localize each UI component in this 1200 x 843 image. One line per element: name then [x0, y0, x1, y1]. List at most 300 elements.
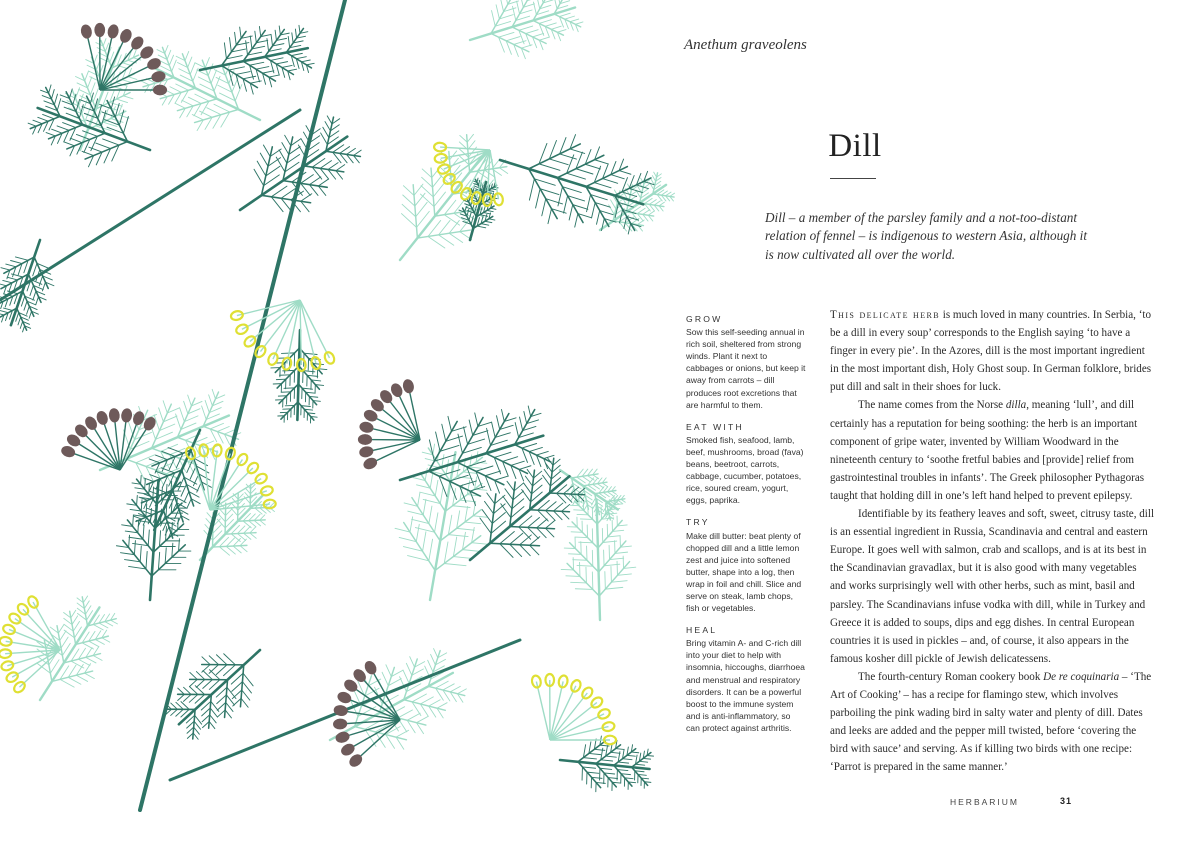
- stem-stroke: [449, 233, 463, 242]
- stem-stroke: [610, 558, 624, 559]
- stem-stroke: [88, 77, 92, 88]
- eat-with-heading: EAT WITH: [686, 421, 744, 432]
- stem-stroke: [491, 189, 496, 190]
- stem-stroke: [141, 81, 149, 85]
- stem-stroke: [554, 503, 563, 511]
- stem-stroke: [176, 709, 184, 716]
- stem-stroke: [654, 201, 660, 205]
- stem-stroke: [603, 492, 609, 496]
- stem-stroke: [52, 129, 63, 133]
- stem-stroke: [93, 655, 102, 660]
- seed-pod: [336, 731, 350, 743]
- body-paragraph-3: [830, 505, 1155, 668]
- stem-stroke: [520, 545, 531, 556]
- stem-stroke: [541, 0, 543, 3]
- stem-stroke: [250, 62, 264, 65]
- stem-stroke: [232, 682, 243, 692]
- stem-stroke: [70, 611, 76, 644]
- stem-stroke: [188, 97, 201, 103]
- stem-stroke: [282, 143, 289, 155]
- stem-stroke: [570, 543, 599, 572]
- stem-stroke: [524, 412, 527, 424]
- stem-stroke: [554, 0, 557, 9]
- stem-stroke: [159, 408, 164, 422]
- stem-stroke: [237, 526, 244, 534]
- stem-stroke: [429, 471, 481, 496]
- stem-stroke: [83, 596, 87, 603]
- stem-stroke: [592, 203, 596, 218]
- stem-stroke: [505, 0, 508, 4]
- stem-stroke: [492, 422, 496, 437]
- stem-stroke: [403, 186, 414, 196]
- stem-stroke: [63, 123, 76, 128]
- stem-stroke: [572, 522, 598, 548]
- stem-stroke: [648, 211, 654, 215]
- stem-stroke: [643, 758, 650, 759]
- stem-stroke: [440, 486, 443, 503]
- stem-stroke: [500, 160, 643, 204]
- stem-stroke: [559, 13, 570, 16]
- stem-stroke: [483, 213, 490, 214]
- stem-stroke: [420, 697, 433, 704]
- stem-stroke: [519, 466, 531, 470]
- stem-stroke: [477, 178, 478, 182]
- stem-stroke: [546, 502, 556, 511]
- stem-stroke: [225, 710, 231, 718]
- stem-stroke: [57, 126, 69, 130]
- stem-stroke: [548, 209, 552, 224]
- stem-stroke: [612, 491, 617, 494]
- stem-stroke: [300, 300, 329, 358]
- stem-stroke: [579, 542, 593, 543]
- stem-stroke: [536, 451, 548, 455]
- stem-stroke: [596, 764, 616, 787]
- stem-stroke: [470, 7, 575, 40]
- stem-stroke: [260, 153, 268, 166]
- stem-stroke: [652, 176, 655, 182]
- stem-stroke: [403, 670, 409, 683]
- stem-stroke: [485, 471, 500, 476]
- stem-stroke: [567, 173, 586, 179]
- stem-stroke: [103, 39, 106, 46]
- stem-stroke: [207, 108, 221, 115]
- stem-stroke: [635, 764, 644, 765]
- stem-stroke: [306, 63, 314, 65]
- stem-stroke: [533, 2, 536, 15]
- stem-stroke: [639, 761, 647, 762]
- stem-stroke: [530, 545, 539, 555]
- page-number: 31: [1060, 796, 1073, 806]
- stem-stroke: [185, 51, 189, 60]
- stem-stroke: [584, 505, 587, 511]
- stem-stroke: [327, 116, 332, 124]
- stem-stroke: [429, 539, 433, 561]
- stem-stroke: [275, 30, 276, 40]
- stem-stroke: [43, 114, 55, 118]
- stem-stroke: [444, 563, 466, 565]
- stem-stroke: [184, 492, 189, 503]
- stem-stroke: [169, 55, 173, 65]
- stem-stroke: [561, 569, 573, 570]
- stem-stroke: [453, 557, 473, 559]
- stem-stroke: [137, 495, 138, 505]
- stem-stroke: [171, 709, 178, 715]
- stem-stroke: [551, 26, 561, 29]
- stem-stroke: [617, 574, 631, 575]
- seed-pod: [334, 719, 347, 728]
- stem-stroke: [582, 476, 590, 481]
- stem-stroke: [587, 195, 591, 212]
- stem-stroke: [291, 53, 302, 55]
- stem-stroke: [89, 641, 99, 647]
- stem-stroke: [123, 117, 128, 134]
- stem-stroke: [27, 306, 30, 314]
- stem-stroke: [200, 48, 308, 70]
- stem-stroke: [451, 166, 460, 178]
- seed-pod: [133, 411, 145, 425]
- stem-stroke: [637, 208, 645, 213]
- eat-with-section: [686, 421, 806, 507]
- stem-stroke: [30, 285, 33, 295]
- stem-stroke: [386, 665, 391, 677]
- stem-stroke: [370, 440, 420, 464]
- stem-stroke: [340, 147, 350, 154]
- stem-stroke: [235, 32, 237, 45]
- stem-stroke: [189, 694, 198, 702]
- stem-stroke: [539, 164, 560, 170]
- stem-stroke: [0, 284, 7, 286]
- stem-stroke: [119, 110, 123, 125]
- stem-stroke: [254, 169, 264, 185]
- stem-stroke: [506, 37, 520, 41]
- stem-stroke: [175, 103, 185, 108]
- stem-stroke: [141, 476, 142, 485]
- stem-stroke: [122, 80, 132, 83]
- stem-stroke: [203, 680, 213, 689]
- stem-stroke: [233, 546, 241, 553]
- stem-stroke: [328, 163, 338, 170]
- stem-stroke: [217, 426, 229, 431]
- stem-stroke: [229, 67, 245, 70]
- stem-stroke: [133, 515, 134, 526]
- stem-stroke: [412, 498, 440, 541]
- stem-stroke: [492, 512, 505, 523]
- stem-stroke: [82, 643, 93, 649]
- seed-pod: [337, 691, 351, 703]
- stem-stroke: [564, 196, 568, 213]
- stem-stroke: [649, 200, 656, 205]
- stem-stroke: [269, 75, 279, 77]
- stem-stroke: [503, 457, 518, 462]
- stem-stroke: [487, 210, 493, 211]
- seed-pod: [119, 29, 132, 44]
- stem-stroke: [415, 193, 425, 206]
- seed-pod: [95, 24, 104, 36]
- stem-stroke: [190, 63, 195, 75]
- stem-stroke: [433, 184, 443, 197]
- stem-stroke: [404, 522, 435, 570]
- stem-stroke: [442, 424, 446, 441]
- stem-stroke: [537, 528, 547, 538]
- stem-stroke: [573, 560, 587, 561]
- stem-stroke: [85, 71, 89, 80]
- stem-stroke: [28, 123, 36, 126]
- stem-stroke: [134, 541, 135, 555]
- stem-stroke: [281, 189, 295, 199]
- stem-stroke: [3, 280, 12, 282]
- stem-stroke: [475, 413, 478, 427]
- seed-pod: [96, 411, 108, 425]
- stem-stroke: [73, 621, 79, 631]
- stem-stroke: [158, 552, 159, 569]
- stem-stroke: [470, 467, 482, 468]
- stem-stroke: [226, 538, 234, 546]
- stem-stroke: [205, 58, 209, 68]
- stem-stroke: [465, 522, 481, 524]
- stem-stroke: [611, 175, 624, 179]
- stem-stroke: [95, 639, 104, 644]
- stem-stroke: [494, 452, 511, 457]
- stem-stroke: [492, 11, 496, 27]
- stem-stroke: [536, 682, 550, 740]
- stem-stroke: [487, 428, 491, 445]
- stem-stroke: [21, 296, 24, 306]
- stem-stroke: [429, 506, 432, 524]
- try-text: Make dill butter: beat plenty of chopped dill and a little lemon zest and juice into softened butter, shape into a log, then wrap in foil and chill. Slice and serve on steak, lamb chops, fish or vegetables.: [686, 530, 802, 614]
- stem-stroke: [429, 700, 441, 706]
- body-paragraph-2: [830, 396, 1155, 505]
- stem-stroke: [263, 145, 270, 157]
- grow-section: [686, 313, 806, 411]
- stem-stroke: [250, 533, 256, 538]
- stem-stroke: [546, 464, 552, 473]
- seed-pod: [147, 57, 162, 70]
- stem-stroke: [425, 468, 427, 480]
- stem-stroke: [29, 311, 31, 318]
- stem-stroke: [643, 210, 650, 215]
- stem-stroke: [150, 508, 151, 522]
- stem-stroke: [607, 492, 612, 496]
- stem-stroke: [1, 268, 10, 270]
- stem-stroke: [566, 576, 580, 577]
- stem-stroke: [178, 688, 185, 694]
- stem-stroke: [670, 193, 675, 196]
- stem-stroke: [57, 99, 60, 111]
- flower-bud: [236, 452, 250, 467]
- stem-stroke: [12, 650, 60, 677]
- stem-stroke: [15, 257, 28, 260]
- seed-pod: [363, 457, 378, 470]
- stem-stroke: [24, 301, 27, 310]
- stem-stroke: [141, 500, 142, 511]
- stem-stroke: [601, 760, 613, 761]
- seed-pod: [154, 86, 166, 95]
- paragraph-text: The fourth-century Roman cookery book: [858, 670, 1044, 683]
- stem-stroke: [413, 185, 417, 238]
- stem-stroke: [209, 395, 213, 406]
- stem-stroke: [503, 496, 512, 508]
- stem-stroke: [631, 752, 638, 753]
- stem-stroke: [564, 494, 572, 503]
- stem-stroke: [193, 68, 198, 81]
- stem-stroke: [214, 104, 230, 112]
- stem-stroke: [237, 534, 245, 541]
- stem-stroke: [450, 686, 460, 692]
- stem-stroke: [320, 161, 331, 169]
- stem-stroke: [554, 511, 563, 520]
- stem-stroke: [457, 689, 466, 694]
- stem-stroke: [416, 202, 427, 216]
- stem-stroke: [528, 406, 530, 417]
- stem-stroke: [605, 572, 606, 590]
- intro-text: Dill – a member of the parsley family and a not-too-distant relation of fennel – is indigenous to western Asia, although it is now cultivated all over the world.: [765, 210, 1087, 262]
- stem-stroke: [515, 423, 519, 438]
- stem-stroke: [93, 624, 103, 629]
- stem-stroke: [229, 38, 231, 52]
- stem-stroke: [517, 1, 520, 14]
- italic-term: De re coquinaria: [1043, 670, 1120, 683]
- stem-stroke: [596, 500, 600, 620]
- stem-stroke: [546, 528, 554, 537]
- stem-stroke: [180, 408, 185, 422]
- stem-stroke: [78, 659, 89, 665]
- stem-stroke: [171, 703, 178, 709]
- stem-stroke: [242, 690, 250, 700]
- stem-stroke: [36, 297, 39, 305]
- stem-stroke: [499, 168, 507, 174]
- stem-stroke: [288, 69, 297, 71]
- seed-pod: [81, 25, 92, 39]
- stem-stroke: [537, 519, 547, 528]
- stem-stroke: [402, 204, 416, 216]
- stem-stroke: [282, 353, 295, 354]
- stem-stroke: [271, 34, 272, 46]
- stem-stroke: [123, 96, 133, 99]
- stem-stroke: [575, 22, 583, 24]
- stem-stroke: [179, 650, 260, 724]
- stem-stroke: [103, 139, 119, 145]
- stem-stroke: [510, 533, 523, 544]
- stem-stroke: [46, 133, 55, 136]
- stem-stroke: [214, 76, 220, 91]
- stem-stroke: [270, 58, 283, 61]
- seed-pod: [61, 446, 75, 458]
- stem-stroke: [623, 759, 632, 760]
- stem-stroke: [521, 0, 524, 7]
- stem-stroke: [61, 637, 68, 648]
- stem-stroke: [526, 30, 538, 34]
- stem-stroke: [539, 37, 549, 40]
- stem-stroke: [485, 501, 494, 513]
- seed-pod: [122, 409, 132, 422]
- stem-stroke: [544, 469, 551, 479]
- stem-stroke: [134, 516, 141, 519]
- stem-stroke: [64, 142, 74, 146]
- stem-stroke: [463, 472, 477, 473]
- stem-stroke: [536, 189, 540, 208]
- stem-stroke: [528, 517, 540, 527]
- paragraph-text: – ‘The Art of Cooking’ – has a recipe for flamingo stew, which involves parboiling the pink wading bird in salty water and plenty of dill. Dates and leeks are added and the pepper mill twisted, before ‘covering the bird with sauce’ and serving. As if killing two birds with one recipe: ‘Parrot is prepared in the same manner.’: [830, 670, 1152, 774]
- stem-stroke: [176, 478, 177, 487]
- stem-stroke: [68, 677, 81, 684]
- stem-stroke: [176, 702, 183, 709]
- stem-stroke: [138, 520, 139, 533]
- stem-stroke: [149, 483, 150, 494]
- seed-pod: [364, 660, 377, 675]
- stem-stroke: [260, 520, 266, 525]
- stem-stroke: [433, 176, 442, 188]
- stem-stroke: [598, 520, 622, 548]
- stem-stroke: [202, 406, 207, 420]
- stem-stroke: [537, 0, 540, 9]
- grow-heading: GROW: [686, 314, 723, 324]
- stem-stroke: [187, 499, 191, 508]
- stem-stroke: [435, 513, 438, 532]
- stem-stroke: [60, 631, 66, 641]
- seed-pod: [403, 379, 414, 393]
- seed-pod: [359, 435, 371, 444]
- stem-stroke: [86, 657, 96, 663]
- stem-stroke: [60, 679, 74, 687]
- body-paragraph-4: [830, 668, 1155, 777]
- stem-stroke: [210, 715, 216, 723]
- stem-stroke: [347, 148, 356, 154]
- stem-stroke: [254, 520, 260, 525]
- stem-stroke: [216, 655, 227, 665]
- stem-stroke: [240, 27, 241, 38]
- stem-stroke: [196, 672, 204, 680]
- stem-stroke: [297, 330, 300, 420]
- stem-stroke: [148, 530, 149, 546]
- italic-term: dilla: [1005, 399, 1027, 412]
- stem-stroke: [400, 436, 543, 480]
- stem-stroke: [529, 447, 542, 451]
- stem-stroke: [575, 214, 578, 228]
- stem-stroke: [165, 45, 168, 53]
- stem-stroke: [102, 638, 110, 642]
- stem-stroke: [210, 708, 217, 717]
- stem-stroke: [235, 85, 242, 101]
- heal-text: Bring vitamin A- and C-rich dill into your diet to help with insomnia, hiccoughs, diarrhoea and menstrual and respiratory disorders. It can be a powerful boost to the immune system and is anti-inflammatory, so can protect against arthritis.: [686, 638, 805, 733]
- stem-stroke: [529, 144, 581, 169]
- stem-stroke: [281, 402, 298, 419]
- stem-stroke: [616, 749, 624, 750]
- stem-stroke: [226, 702, 233, 711]
- stem-stroke: [602, 483, 607, 487]
- stem-stroke: [321, 133, 328, 145]
- stem-stroke: [469, 420, 473, 435]
- stem-stroke: [410, 657, 415, 667]
- stem-stroke: [51, 90, 54, 99]
- stem-stroke: [226, 546, 235, 554]
- stem-stroke: [202, 657, 210, 665]
- stem-stroke: [209, 656, 218, 665]
- stem-stroke: [184, 687, 192, 694]
- stem-stroke: [33, 120, 42, 123]
- paragraph-text: Identifiable by its feathery leaves and soft, sweet, citrusy taste, dill is an essential ingredient in Russia, Scandinavia and central and eastern Europe. It goes well with salmon, crab and scallops, and is at its best in the Scandinavian gravadlax, but it is also good with many vegetables and works surprisingly well with other herbs, such as mint, basil and parsley. The Scandinavians infuse vodka with dill, while in Turkey and Greece it is added to soups, dips and egg dishes. In central European countries it is used in pickles – and, of course, it also appears in the famous kosher dill pickle of Jewish delicatessens.: [830, 508, 1155, 665]
- paragraph-text: , meaning ‘lull’, and dill certainly has a reputation for being soothing: the herb is an important component of gripe water, invented by William Woodward in the nineteenth century to ‘soothe fretful babies and [provide] relief from gastrointestinal troubles in infants’. The Greek philosopher Pythagoras taught that holding dill in one’s left hand helped to prevent epilepsy.: [830, 399, 1145, 502]
- stem-stroke: [580, 519, 592, 520]
- stem-stroke: [457, 462, 504, 484]
- stem-stroke: [654, 172, 657, 177]
- stem-stroke: [6, 264, 16, 267]
- stem-stroke: [421, 186, 433, 197]
- stem-stroke: [170, 87, 181, 93]
- stem-stroke: [0, 313, 4, 315]
- stem-stroke: [443, 684, 454, 690]
- stem-stroke: [520, 535, 532, 545]
- stem-stroke: [576, 169, 593, 174]
